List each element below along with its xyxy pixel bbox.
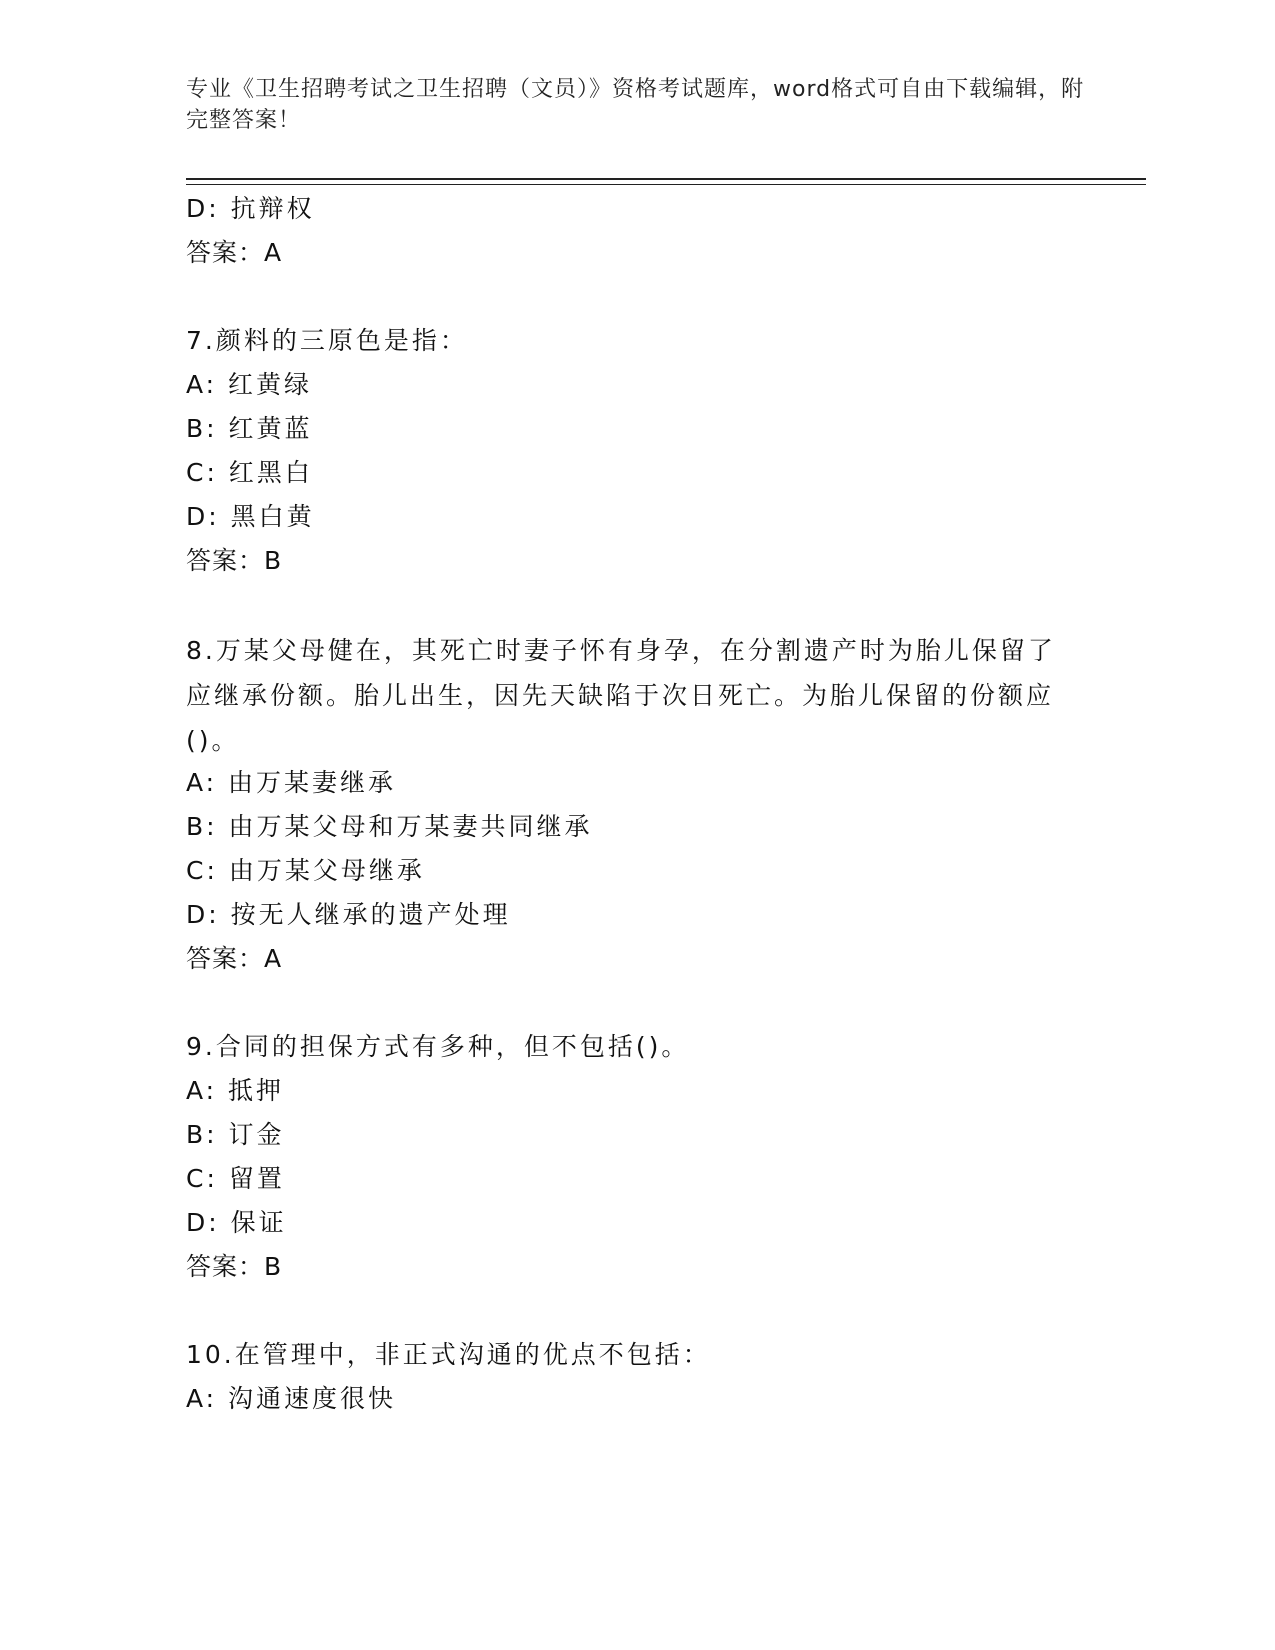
q7-question: 7.颜料的三原色是指：: [186, 326, 468, 355]
q9-question: 9.合同的担保方式有多种，但不包括()。: [186, 1032, 690, 1061]
q8-answer: 答案：A: [186, 944, 283, 973]
document-header: 专业《卫生招聘考试之卫生招聘（文员）》资格考试题库，word格式可自由下载编辑，附完整答案！: [186, 77, 1085, 133]
q6-answer: 答案：A: [186, 238, 283, 267]
q10-question: 10.在管理中，非正式沟通的优点不包括：: [186, 1340, 711, 1369]
q9-option-a: A: 抵押: [186, 1076, 285, 1105]
q7-option-d: D: 黑白黄: [186, 502, 315, 531]
q10-option-a: A: 沟通速度很快: [186, 1384, 397, 1413]
q8-option-b: B: 由万某父母和万某妻共同继承: [186, 812, 593, 841]
q6-option-d: D: 抗辩权: [186, 194, 315, 223]
header-rule-bottom: [186, 184, 1146, 185]
q8-option-a: A: 由万某妻继承: [186, 768, 397, 797]
q9-answer: 答案：B: [186, 1252, 283, 1281]
q9-option-b: B: 订金: [186, 1120, 285, 1149]
q7-answer: 答案：B: [186, 546, 283, 575]
q7-option-b: B: 红黄蓝: [186, 414, 313, 443]
q7-option-a: A: 红黄绿: [186, 370, 313, 399]
q8-option-d: D: 按无人继承的遗产处理: [186, 900, 511, 929]
q8-option-c: C: 由万某父母继承: [186, 856, 425, 885]
header-rule-top: [186, 178, 1146, 180]
q8-question: 8.万某父母健在，其死亡时妻子怀有身孕，在分割遗产时为胎儿保留了应继承份额。胎儿出生，因先天缺陷于次日死亡。为胎儿保留的份额应()。: [186, 636, 1056, 755]
q9-option-d: D: 保证: [186, 1208, 287, 1237]
q7-option-c: C: 红黑白: [186, 458, 313, 487]
q9-option-c: C: 留置: [186, 1164, 285, 1193]
